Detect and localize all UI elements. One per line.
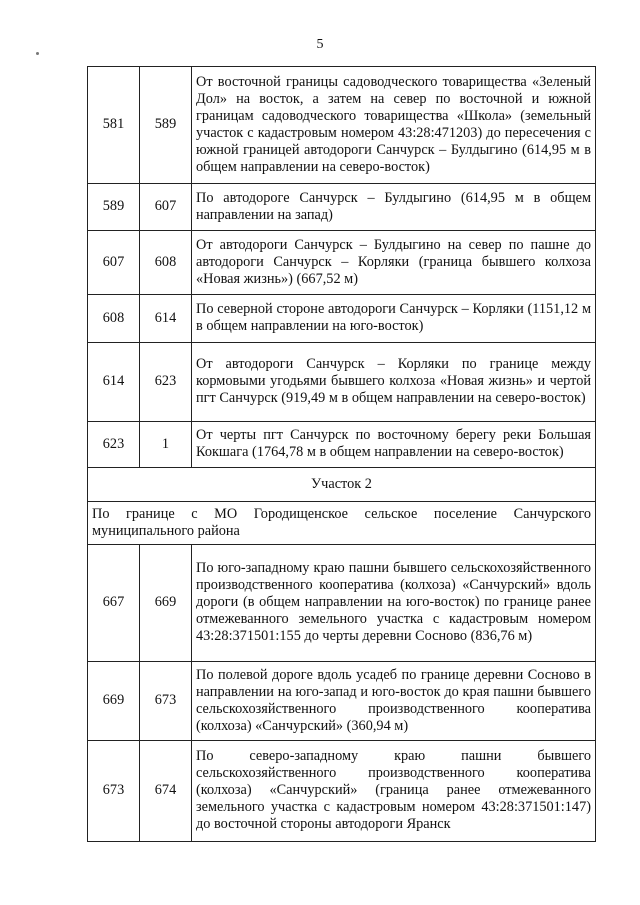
point-from: 669 — [88, 662, 140, 741]
point-from: 673 — [88, 741, 140, 842]
point-to: 674 — [140, 741, 192, 842]
table-row — [88, 422, 596, 468]
point-from: 607 — [88, 231, 140, 295]
section-description-row — [88, 502, 596, 545]
section-header-row — [88, 468, 596, 502]
boundary-description: От черты пгт Санчурск по восточному берегу реки Большая Кокшага (1764,78 м в общем направлении на северо-восток) — [192, 422, 596, 468]
boundary-description: По полевой дороге вдоль усадеб по границе деревни Сосново в направлении на юго-запад и юго-восток до края пашни бывшего сельскохозяйственного производственного кооператива (колхоза) «Санчурский» (360,94 м) — [192, 662, 596, 741]
point-to: 608 — [140, 231, 192, 295]
table-row — [88, 343, 596, 422]
point-from: 589 — [88, 184, 140, 231]
point-from: 608 — [88, 295, 140, 343]
table-row — [88, 231, 596, 295]
table-row — [88, 184, 596, 231]
table-row — [88, 662, 596, 741]
point-from: 623 — [88, 422, 140, 468]
point-to: 1 — [140, 422, 192, 468]
boundary-description: От автодороги Санчурск – Булдыгино на север по пашне до автодороги Санчурск – Корляки (граница бывшего колхоза «Новая жизнь») (667,52 м) — [192, 231, 596, 295]
point-from: 667 — [88, 545, 140, 662]
point-to: 589 — [140, 67, 192, 184]
point-to: 614 — [140, 295, 192, 343]
table-row — [88, 67, 596, 184]
boundary-description: От восточной границы садоводческого товарищества «Зеленый Дол» на восток, а затем на север по восточной и южной границам садоводческого товарищества «Школа» (земельный участок с кадастровым номером 43:28:471203) до пересечения с южной границей автодороги Санчурск – Булдыгино (614,95 м в общем направлении на северо-восток) — [192, 67, 596, 184]
page-number: 5 — [316, 37, 324, 52]
section-description: По границе с МО Городищенское сельское поселение Санчурского муниципального района — [88, 502, 596, 545]
boundary-table — [87, 66, 596, 842]
table-row — [88, 741, 596, 842]
point-to: 607 — [140, 184, 192, 231]
point-to: 669 — [140, 545, 192, 662]
boundary-description: От автодороги Санчурск – Корляки по границе между кормовыми угодьями бывшего колхоза «Новая жизнь» и чертой пгт Санчурск (919,49 м в общем направлении на северо-восток) — [192, 343, 596, 422]
point-from: 581 — [88, 67, 140, 184]
table-row — [88, 545, 596, 662]
boundary-description: По северо-западному краю пашни бывшего сельскохозяйственного производственного кооператива (колхоза) «Санчурский» (граница ранее отмежеванного земельного участка с кадастровым номером 43:28:371501:147) до восточной стороны автодороги Яранск — [192, 741, 596, 842]
boundary-description: По юго-западному краю пашни бывшего сельскохозяйственного производственного кооператива (колхоза) «Санчурский» вдоль дороги (в общем направлении на юго-восток) по границе ранее отмежеванного земельного участка с кадастровым номером 43:28:371501:155 до черты деревни Сосново (836,76 м) — [192, 545, 596, 662]
table-row — [88, 295, 596, 343]
section-title: Участок 2 — [88, 468, 596, 502]
point-from: 614 — [88, 343, 140, 422]
point-to: 673 — [140, 662, 192, 741]
boundary-description: По автодороге Санчурск – Булдыгино (614,95 м в общем направлении на запад) — [192, 184, 596, 231]
boundary-description: По северной стороне автодороги Санчурск – Корляки (1151,12 м в общем направлении на юго-восток) — [192, 295, 596, 343]
point-to: 623 — [140, 343, 192, 422]
